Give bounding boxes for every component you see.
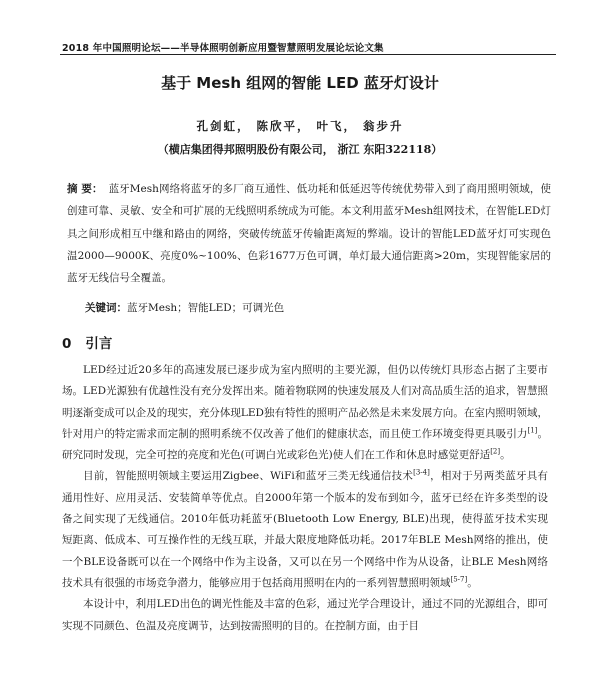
p2-end: 。 <box>467 576 478 589</box>
citation: [2] <box>490 447 501 456</box>
header-rule <box>60 54 556 55</box>
citation: [5-7] <box>450 575 468 584</box>
body-text <box>62 360 548 637</box>
p1-end: 。 <box>500 449 511 462</box>
citation: [1] <box>527 426 538 435</box>
p1-mid: 。研究同时发现，完全可控的亮度和光色(可调白光或彩色光)使人们在工作和休息时感觉更舒适 <box>62 427 549 462</box>
authors: 孔剑虹， 陈欣平， 叶飞， 翁步升 <box>196 119 404 133</box>
keywords-text: 蓝牙Mesh；智能LED；可调光色 <box>127 302 285 314</box>
affiliation: （横店集团得邦照明股份有限公司， 浙江 东阳322118） <box>157 143 443 156</box>
p2-text: 目前，智能照明领域主要运用Zigbee、WiFi和蓝牙三类无线通信技术 <box>83 470 414 483</box>
abstract-text: 蓝牙Mesh网络将蓝牙的多厂商互通性、低功耗和低延迟等传统优势带入到了商用照明领域，使创建可靠、灵敏、安全和可扩展的无线照明系统成为可能。本文利用蓝牙Mesh组网技术，在智能LED灯具之间形成相互中继和路由的网络，突破传统蓝牙传输距离短的弊端。设计的智能LED蓝牙灯可实现色温2000—9000K、亮度0%~100%、色彩1677万色可调，单灯最大通信距离>20m，实现智能家居的蓝牙无线信号全覆盖。 <box>67 183 552 285</box>
abstract-label: 摘 要： <box>67 183 103 195</box>
p3-text: 本设计中，利用LED出色的调光性能及丰富的色彩，通过光学合理设计，通过不同的光源组合，即可实现不同颜色、色温及亮度调节，达到按需照明的目的。在控制方面，由于目 <box>62 598 548 632</box>
section-number: 0 <box>62 336 72 352</box>
running-header: 2018 年中国照明论坛——半导体照明创新应用暨智慧照明发展论坛论文集 <box>62 43 384 54</box>
paragraph-3 <box>62 594 548 637</box>
section-title: 引言 <box>85 336 113 352</box>
p1-text: LED经过近20多年的高速发展已逐步成为室内照明的主要光源，但仍以传统灯具形态占据了主要市场。LED光源独有优越性没有充分发挥出来。随着物联网的快速发展及人们对高品质生活的追求，智慧照明逐渐变成可以企及的现实，充分体现LED独有特性的照明产品必然是未来发展方向。在室内照明领域，针对用户的特定需求而定制的照明系统不仅改善了他们的健康状态，而且使工作环境变得更具吸引力 <box>62 364 548 440</box>
paper-title: 基于 Mesh 组网的智能 LED 蓝牙灯设计 <box>161 74 439 92</box>
abstract <box>67 178 551 289</box>
section-heading <box>62 332 112 352</box>
keywords <box>85 298 555 318</box>
citation: [3-4] <box>413 468 430 477</box>
keywords-label: 关键词： <box>85 302 127 314</box>
p2-mid: ，相对于另两类蓝牙具有通用性好、应用灵活、安装简单等优点。自2000年第一个版本的发布到如今，蓝牙已经在许多类型的设备之间实现了无线通信。2010年低功耗蓝牙(Bluetooth Low Energy, BLE)出现，使得蓝牙技术实现短距离、低成本、可互操作性的无线互联，并最大限度地降低功耗。2017年BLE Mesh网络的推出，使一个BLE设备既可以在一个网络中作为主设备，又可以在另一个网络中作为从设备，让BLE Mesh网络技术具有很强的市场竞争潜力，能够应用于包括商用照明在内的一系列智慧照明领域 <box>62 470 549 589</box>
paragraph-2 <box>62 466 548 594</box>
paragraph-1 <box>62 360 548 466</box>
